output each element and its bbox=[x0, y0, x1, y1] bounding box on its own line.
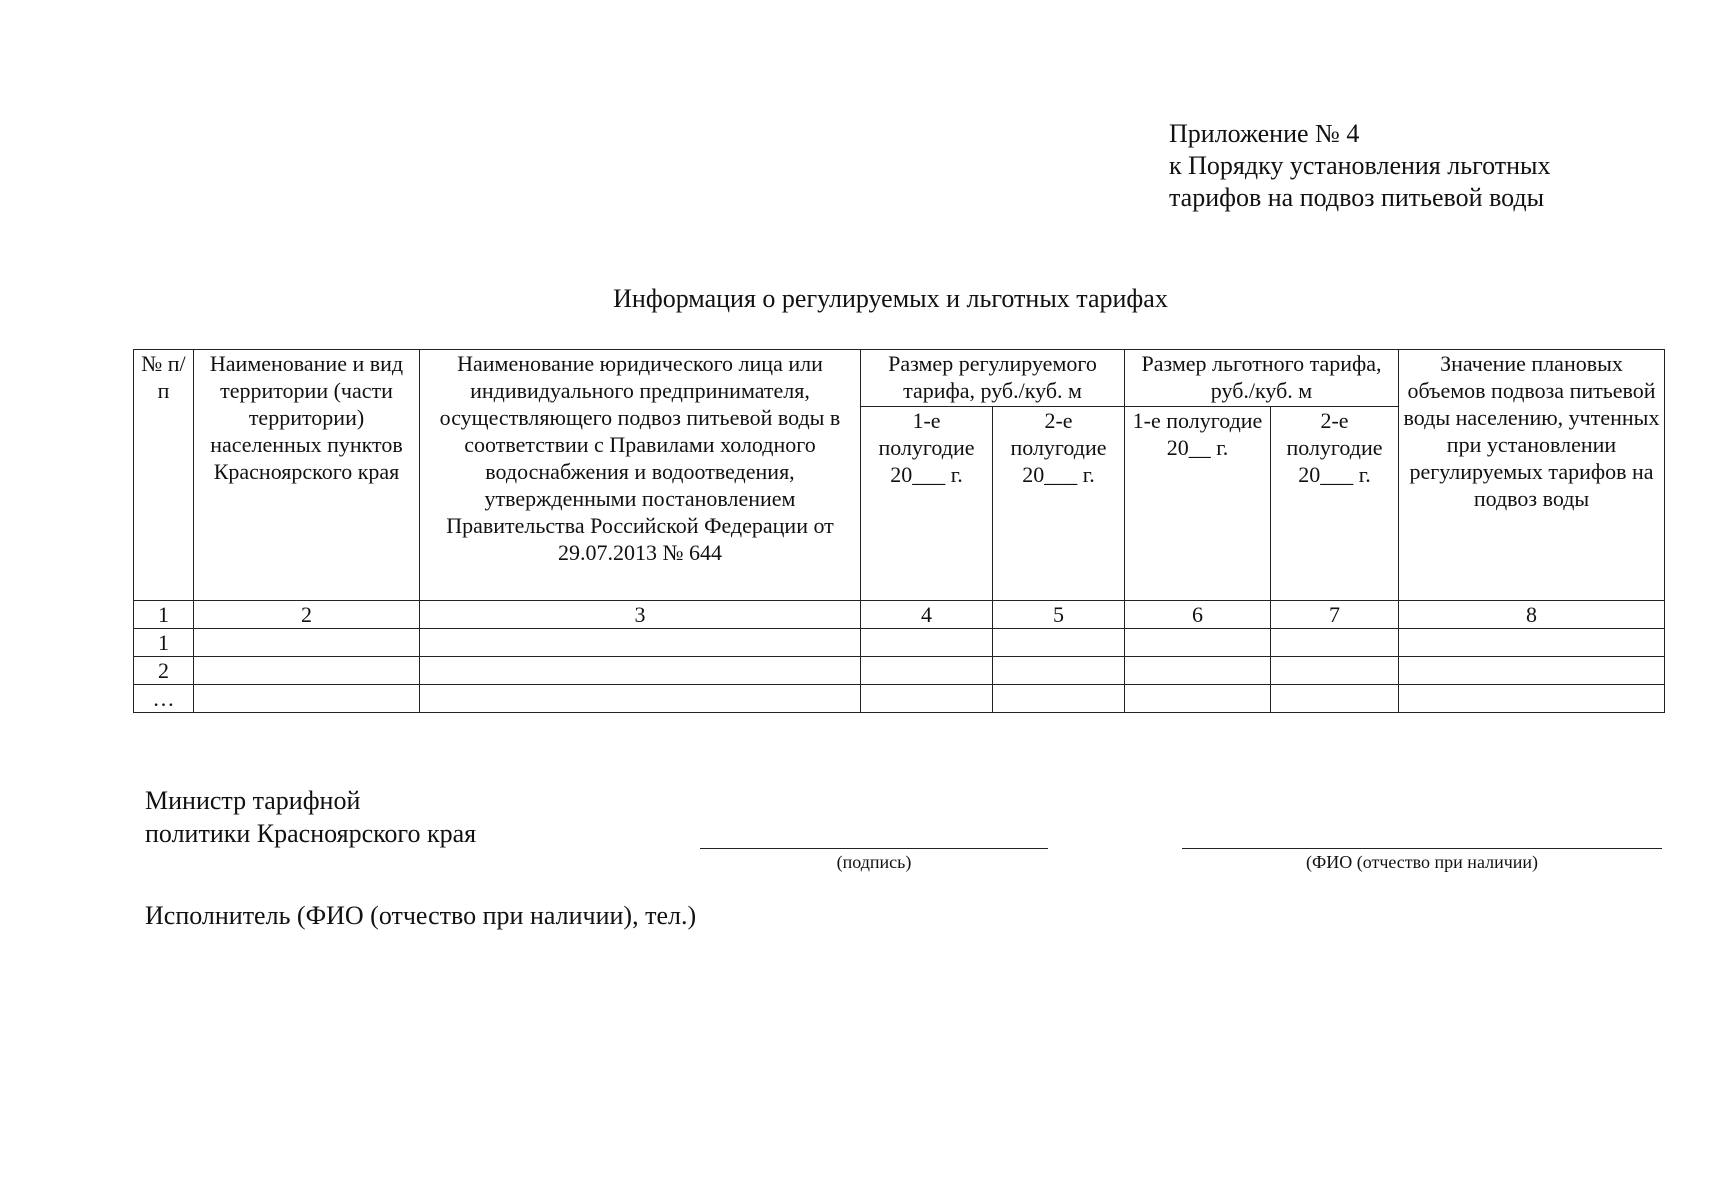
column-number: 2 bbox=[194, 601, 420, 629]
table-cell bbox=[861, 629, 993, 657]
header-territory: Наименование и вид территории (части территории) населенных пунктов Красноярского края bbox=[194, 350, 420, 601]
column-number: 4 bbox=[861, 601, 993, 629]
header-preferential-h1: 1-е полугодие 20__ г. bbox=[1125, 407, 1271, 601]
document-title: Информация о регулируемых и льготных тарифах bbox=[613, 284, 1168, 313]
table-cell bbox=[1271, 685, 1399, 713]
table-cell bbox=[420, 629, 861, 657]
table-cell bbox=[420, 685, 861, 713]
table-cell bbox=[1125, 657, 1271, 685]
name-caption: (ФИО (отчество при наличии) bbox=[1305, 852, 1539, 872]
table-cell bbox=[1399, 657, 1665, 685]
table-cell bbox=[194, 685, 420, 713]
table-row bbox=[134, 629, 1665, 657]
table-cell bbox=[993, 685, 1125, 713]
appendix-header bbox=[1169, 118, 1551, 214]
signatory-position bbox=[145, 784, 476, 850]
table-cell bbox=[993, 657, 1125, 685]
table-cell bbox=[1125, 685, 1271, 713]
table-row bbox=[134, 685, 1665, 713]
table-cell bbox=[861, 685, 993, 713]
column-number: 3 bbox=[420, 601, 861, 629]
row-number: … bbox=[134, 685, 194, 713]
header-planned-volumes: Значение плановых объемов подвоза питьевой воды населению, учтенных при установлении регулируемых тарифов на подвоз воды bbox=[1399, 350, 1665, 601]
table-cell bbox=[420, 657, 861, 685]
header-regulated-h2: 2-е полугодие 20___ г. bbox=[993, 407, 1125, 601]
column-number-row bbox=[134, 601, 1665, 629]
column-number: 6 bbox=[1125, 601, 1271, 629]
appendix-number: Приложение № 4 bbox=[1169, 119, 1360, 148]
header-regulated-tariff: Размер регулируемого тарифа, руб./куб. м bbox=[861, 350, 1125, 407]
table-cell bbox=[1271, 657, 1399, 685]
signatory-position-line: политики Красноярского края bbox=[145, 819, 477, 848]
header-preferential-tariff: Размер льготного тарифа, руб./куб. м bbox=[1125, 350, 1399, 407]
table-cell bbox=[1271, 629, 1399, 657]
header-regulated-h1: 1-е полугодие 20___ г. bbox=[861, 407, 993, 601]
column-number: 7 bbox=[1271, 601, 1399, 629]
header-num: № п/п bbox=[134, 350, 194, 601]
table-cell bbox=[194, 629, 420, 657]
column-number: 8 bbox=[1399, 601, 1665, 629]
header-preferential-h2: 2-е полугодие 20___ г. bbox=[1271, 407, 1399, 601]
signature-line bbox=[700, 848, 1048, 849]
signatory-position-line: Министр тарифной bbox=[145, 786, 361, 815]
name-line bbox=[1182, 848, 1662, 849]
table-cell bbox=[1399, 685, 1665, 713]
table-cell bbox=[993, 629, 1125, 657]
column-number: 1 bbox=[134, 601, 194, 629]
tariff-table bbox=[133, 349, 1665, 713]
appendix-reference-cont: тарифов на подвоз питьевой воды bbox=[1169, 183, 1545, 212]
table-cell bbox=[1125, 629, 1271, 657]
table-cell bbox=[861, 657, 993, 685]
signature-caption: (подпись) bbox=[836, 852, 912, 872]
header-row-1 bbox=[134, 350, 1665, 407]
column-number: 5 bbox=[993, 601, 1125, 629]
table-cell bbox=[1399, 629, 1665, 657]
table-cell bbox=[194, 657, 420, 685]
row-number: 2 bbox=[134, 657, 194, 685]
table-row bbox=[134, 657, 1665, 685]
appendix-reference: к Порядку установления льготных bbox=[1169, 151, 1551, 180]
executor-line: Исполнитель (ФИО (отчество при наличии), тел.) bbox=[145, 901, 697, 930]
header-entity: Наименование юридического лица или индивидуального предпринимателя, осуществляющего подвоз питьевой воды в соответствии с Правилами холодного водоснабжения и водоотведения, утвержденными постановлением Правительства Российской Федерации от 29.07.2013 № 644 bbox=[420, 350, 861, 601]
row-number: 1 bbox=[134, 629, 194, 657]
